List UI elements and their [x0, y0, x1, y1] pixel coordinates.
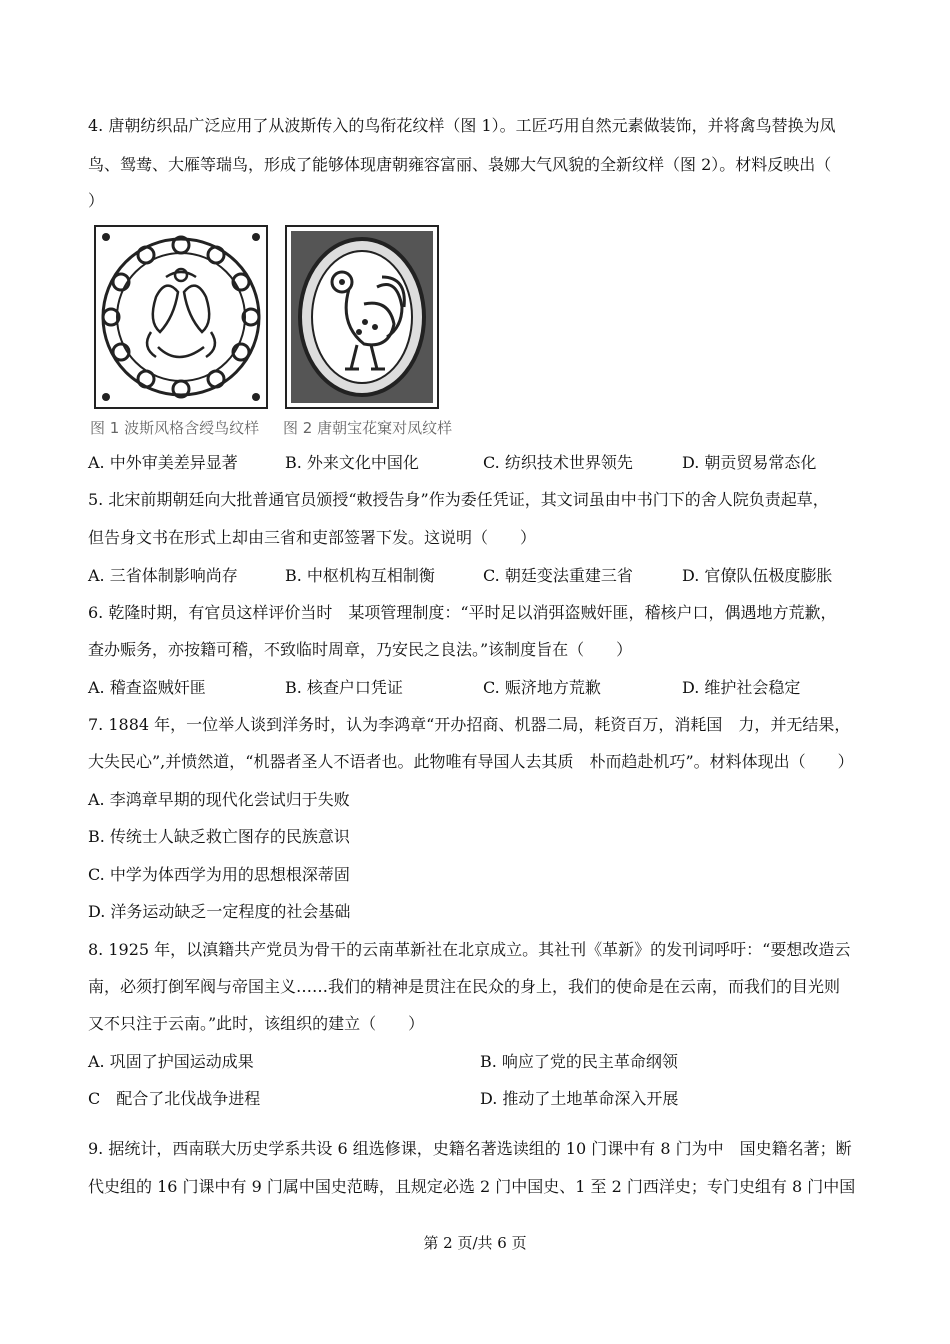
figure-1-caption: 图 1 波斯风格含绶鸟纹样 — [90, 419, 260, 437]
q5-option-d[interactable]: D. 官僚队伍极度膨胀 — [682, 566, 833, 585]
q7-option-b[interactable]: B. 传统士人缺乏救亡图存的民族意识 — [88, 827, 350, 846]
q8-stem-line-2: 南，必须打倒军阀与帝国主义……我们的精神是贯注在民众的身上，我们的使命是在云南，而我们的目光则 — [88, 977, 841, 996]
q6-stem-line-2: 查办赈务，亦按籍可稽，不致临时周章，乃安民之良法。”该制度旨在（ ） — [88, 640, 633, 659]
q7-option-c[interactable]: C. 中学为体西学为用的思想根深蒂固 — [88, 865, 350, 884]
page-number-footer: 第 2 页/共 6 页 — [423, 1234, 527, 1252]
q7-stem-line-1: 7. 1884 年，一位举人谈到洋务时，认为李鸿章“开办招商、机器二局，耗资百万，消耗国 力，并无结果， — [88, 715, 851, 734]
q6-option-b[interactable]: B. 核查户口凭证 — [285, 678, 403, 697]
q7-option-d[interactable]: D. 洋务运动缺乏一定程度的社会基础 — [88, 902, 351, 921]
figure-2-caption: 图 2 唐朝宝花窠对凤纹样 — [283, 419, 453, 437]
figure-2-tang-phoenix-pattern — [285, 225, 439, 409]
q4-stem-line-3: ） — [88, 191, 105, 210]
q6-option-a[interactable]: A. 稽查盗贼奸匪 — [88, 678, 206, 697]
q6-option-d[interactable]: D. 维护社会稳定 — [682, 678, 801, 697]
q6-option-c[interactable]: C. 赈济地方荒歉 — [483, 678, 601, 697]
q4-stem-line-2: 鸟、鸳鸯、大雁等瑞鸟，形成了能够体现唐朝雍容富丽、袅娜大气风貌的全新纹样（图 2）。材料反映出（ — [88, 155, 832, 174]
q6-stem-line-1: 6. 乾隆时期，有官员这样评价当时 某项管理制度：“平时足以消弭盗贼奸匪，稽核户口，偶遇地方荒歉， — [88, 603, 837, 622]
q4-option-d[interactable]: D. 朝贡贸易常态化 — [682, 453, 817, 472]
q4-option-c[interactable]: C. 纺织技术世界领先 — [483, 453, 633, 472]
q4-option-a[interactable]: A. 中外审美差异显著 — [88, 453, 238, 472]
q5-stem-line-2: 但告身文书在形式上却由三省和吏部签署下发。这说明（ ） — [88, 528, 537, 547]
q5-option-a[interactable]: A. 三省体制影响尚存 — [88, 566, 238, 585]
q8-option-b[interactable]: B. 响应了党的民主革命纲领 — [480, 1052, 678, 1071]
tang-phoenix-roundel-image — [287, 227, 437, 407]
q8-option-d[interactable]: D. 推动了土地革命深入开展 — [480, 1089, 679, 1108]
q7-stem-line-2: 大失民心”,并愤然道，“机器者圣人不语者也。此物唯有导国人去其质 朴而趋赴机巧”。材料体现出（ ） — [88, 752, 854, 771]
q7-option-a[interactable]: A. 李鸿章早期的现代化尝试归于失败 — [88, 790, 350, 809]
persian-bird-medallion-image — [96, 227, 266, 407]
q4-option-b[interactable]: B. 外来文化中国化 — [285, 453, 419, 472]
q5-option-b[interactable]: B. 中枢机构互相制衡 — [285, 566, 435, 585]
q9-stem-line-1: 9. 据统计，西南联大历史学系共设 6 组选修课，史籍名著选读组的 10 门课中有 8 门为中 国史籍名著；断 — [88, 1139, 852, 1158]
q9-stem-line-2: 代史组的 16 门课中有 9 门属中国史范畴，且规定必选 2 门中国史、1 至 2 门西洋史；专门史组有 8 门中国 — [88, 1177, 856, 1196]
q5-option-c[interactable]: C. 朝廷变法重建三省 — [483, 566, 633, 585]
q8-option-c[interactable]: C 配合了北伐战争进程 — [88, 1089, 261, 1108]
q4-stem-line-1: 4. 唐朝纺织品广泛应用了从波斯传入的鸟衔花纹样（图 1）。工匠巧用自然元素做装饰，并将禽鸟替换为凤 — [88, 116, 836, 135]
q8-option-a[interactable]: A. 巩固了护国运动成果 — [88, 1052, 254, 1071]
q8-stem-line-3: 又不只注于云南。”此时，该组织的建立（ ） — [88, 1014, 425, 1033]
figure-1-persian-bird-pattern — [94, 225, 268, 409]
q5-stem-line-1: 5. 北宋前期朝廷向大批普通官员颁授“敕授告身”作为委任凭证，其文词虽由中书门下的舍人院负责起草， — [88, 490, 829, 509]
q8-stem-line-1: 8. 1925 年，以滇籍共产党员为骨干的云南革新社在北京成立。其社刊《革新》的发刊词呼吁：“要想改造云 — [88, 940, 851, 959]
